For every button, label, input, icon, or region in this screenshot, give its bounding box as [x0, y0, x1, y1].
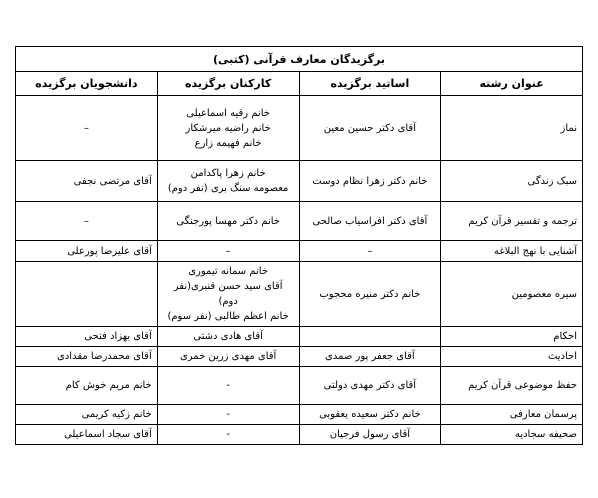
table-title: برگزیدگان معارف قرآنی (کتبی)	[16, 47, 583, 72]
staff-cell	[157, 405, 299, 425]
student-cell: آقای بهزاد فتحی	[16, 327, 158, 347]
staff-cell	[157, 202, 299, 241]
field-cell: احکام	[441, 327, 583, 347]
table-row	[16, 425, 583, 445]
table-row	[16, 347, 583, 367]
awards-table	[15, 46, 583, 445]
staff-name: –	[225, 245, 231, 257]
field-cell: آشنایی با نهج البلاغه	[441, 241, 583, 262]
student-cell: آقای محمدرضا مقدادی	[16, 347, 158, 367]
table-row	[16, 96, 583, 161]
field-cell: سیره معصومین	[441, 262, 583, 327]
header-professors: اساتید برگزیده	[299, 72, 441, 96]
header-students: دانشجویان برگزیده	[16, 72, 158, 96]
staff-cell	[157, 347, 299, 367]
professor-cell: آقای رسول فرجیان	[299, 425, 441, 445]
student-cell: آقای علیرضا پورعلی	[16, 241, 158, 262]
staff-name: آقای سید حسن قنبری(نفر دوم)	[173, 281, 283, 307]
staff-name: -	[226, 429, 230, 440]
field-cell: ترجمه و تفسیر قرآن کریم	[441, 202, 583, 241]
staff-name: -	[226, 409, 230, 420]
table-row	[16, 262, 583, 327]
student-cell: –	[16, 202, 158, 241]
staff-cell	[157, 161, 299, 202]
professor-cell: آقای جعفر پور صمدی	[299, 347, 441, 367]
staff-name: آقای هادی دشتی	[193, 331, 263, 342]
staff-cell	[157, 262, 299, 327]
title-row	[16, 47, 583, 72]
field-cell: سبک زندگی	[441, 161, 583, 202]
professor-cell	[299, 327, 441, 347]
student-cell	[16, 262, 158, 327]
field-cell: احادیث	[441, 347, 583, 367]
table-row	[16, 405, 583, 425]
staff-name: خانم رقیه اسماعیلی	[186, 107, 270, 119]
staff-name: خانم فهیمه زارع	[194, 137, 262, 149]
professor-cell: خانم دکتر زهرا نظام دوست	[299, 161, 441, 202]
professor-cell: آقای دکتر افراسیاب صالحی	[299, 202, 441, 241]
staff-cell	[157, 241, 299, 262]
table-row	[16, 161, 583, 202]
staff-name: -	[226, 380, 230, 391]
field-cell: نماز	[441, 96, 583, 161]
student-cell: آقای مرتضی نجفی	[16, 161, 158, 202]
header-field: عنوان رشته	[441, 72, 583, 96]
professor-cell: آقای دکتر مهدی دولتی	[299, 367, 441, 405]
staff-cell	[157, 327, 299, 347]
staff-name: معصومه سنگ بری (نفر دوم)	[167, 183, 289, 194]
table-row	[16, 202, 583, 241]
table-row	[16, 367, 583, 405]
header-staff: کارکنان برگزیده	[157, 72, 299, 96]
staff-name: آقای مهدی زرین خمری	[179, 351, 277, 362]
table-row	[16, 241, 583, 262]
student-cell: –	[16, 96, 158, 161]
table-row	[16, 327, 583, 347]
professor-cell: خانم دکتر سعیده یعقوبی	[299, 405, 441, 425]
student-cell: آقای سجاد اسماعیلی	[16, 425, 158, 445]
header-row	[16, 72, 583, 96]
field-cell: صحیفه سجادیه	[441, 425, 583, 445]
student-cell: خانم مریم خوش کام	[16, 367, 158, 405]
staff-cell	[157, 367, 299, 405]
professor-cell: آقای دکتر حسین معین	[299, 96, 441, 161]
staff-name: خانم زهرا پاکدامن	[190, 168, 266, 179]
staff-name: خانم دکتر مهسا پورجنگی	[176, 215, 280, 227]
professor-cell: –	[299, 241, 441, 262]
staff-name: خانم اعظم طالبی (نفر سوم)	[167, 311, 289, 322]
staff-cell	[157, 425, 299, 445]
professor-cell: خانم دکتر منیره محجوب	[299, 262, 441, 327]
staff-name: خانم راضیه میرشکار	[185, 122, 271, 134]
field-cell: حفظ موضوعی قرآن کریم	[441, 367, 583, 405]
staff-name: خانم سمانه تیموری	[188, 266, 269, 277]
field-cell: پرسمان معارفی	[441, 405, 583, 425]
student-cell: خانم زکیه کریمی	[16, 405, 158, 425]
staff-cell	[157, 96, 299, 161]
